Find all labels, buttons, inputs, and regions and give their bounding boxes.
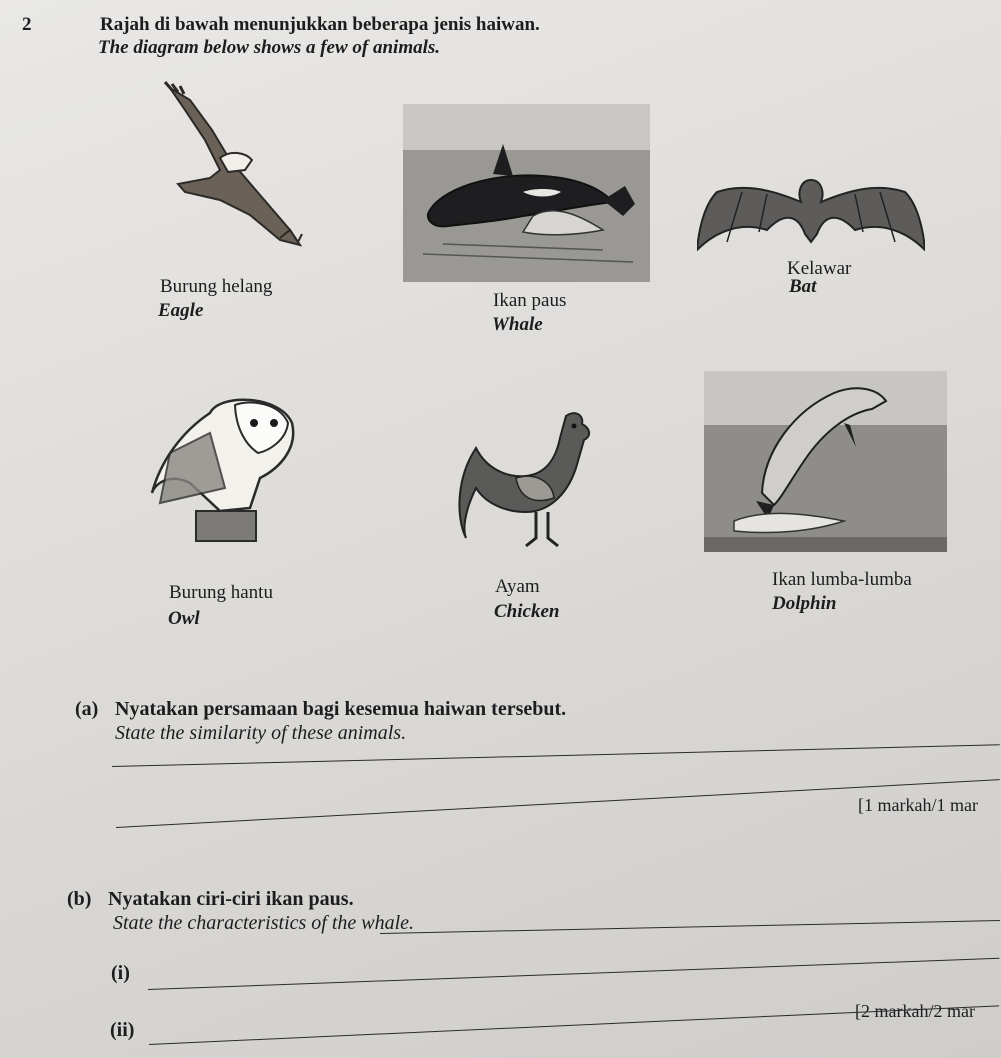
part-b-question-ms: Nyatakan ciri-ciri ikan paus. <box>108 888 354 910</box>
part-a-question-en: State the similarity of these animals. <box>115 722 407 744</box>
part-b-answer-line-1[interactable] <box>148 958 999 990</box>
dolphin-label-ms: Ikan lumba-lumba <box>772 569 912 590</box>
owl-illustration <box>150 393 300 543</box>
part-b-header-line <box>380 920 1000 934</box>
owl-label-en: Owl <box>168 608 200 629</box>
chicken-label-en: Chicken <box>494 601 560 622</box>
whale-illustration <box>403 104 650 282</box>
part-b-item-1-label: (i) <box>111 962 130 984</box>
dolphin-illustration <box>704 371 947 552</box>
bat-label-ms: Kelawar <box>787 258 852 279</box>
question-text-ms: Rajah di bawah menunjukkan beberapa jenis haiwan. <box>100 14 540 35</box>
part-a-answer-line-1[interactable] <box>112 744 1000 767</box>
question-text-en: The diagram below shows a few of animals. <box>98 37 441 58</box>
part-b-question-en: State the characteristics of the whale. <box>113 912 415 934</box>
part-a-marks: [1 markah/1 mar <box>858 795 978 815</box>
chicken-label-ms: Ayam <box>495 576 540 597</box>
part-a-question-ms: Nyatakan persamaan bagi kesemua haiwan tersebut. <box>115 698 567 720</box>
part-b-item-2-label: (ii) <box>110 1019 135 1041</box>
eagle-label-en: Eagle <box>158 300 204 321</box>
part-b-marks: [2 markah/2 mar <box>855 1001 975 1021</box>
bat-illustration <box>697 172 925 252</box>
question-number: 2 <box>22 14 32 35</box>
dolphin-label-en: Dolphin <box>772 593 837 614</box>
eagle-illustration <box>150 80 310 255</box>
part-b-label: (b) <box>67 888 92 910</box>
whale-label-ms: Ikan paus <box>493 290 567 311</box>
chicken-illustration <box>456 408 604 550</box>
part-b-answer-line-2[interactable] <box>149 1005 999 1045</box>
bat-label-en: Bat <box>789 276 817 297</box>
whale-label-en: Whale <box>492 314 543 335</box>
part-a-label: (a) <box>75 698 99 720</box>
owl-label-ms: Burung hantu <box>169 582 273 603</box>
eagle-label-ms: Burung helang <box>160 276 273 297</box>
